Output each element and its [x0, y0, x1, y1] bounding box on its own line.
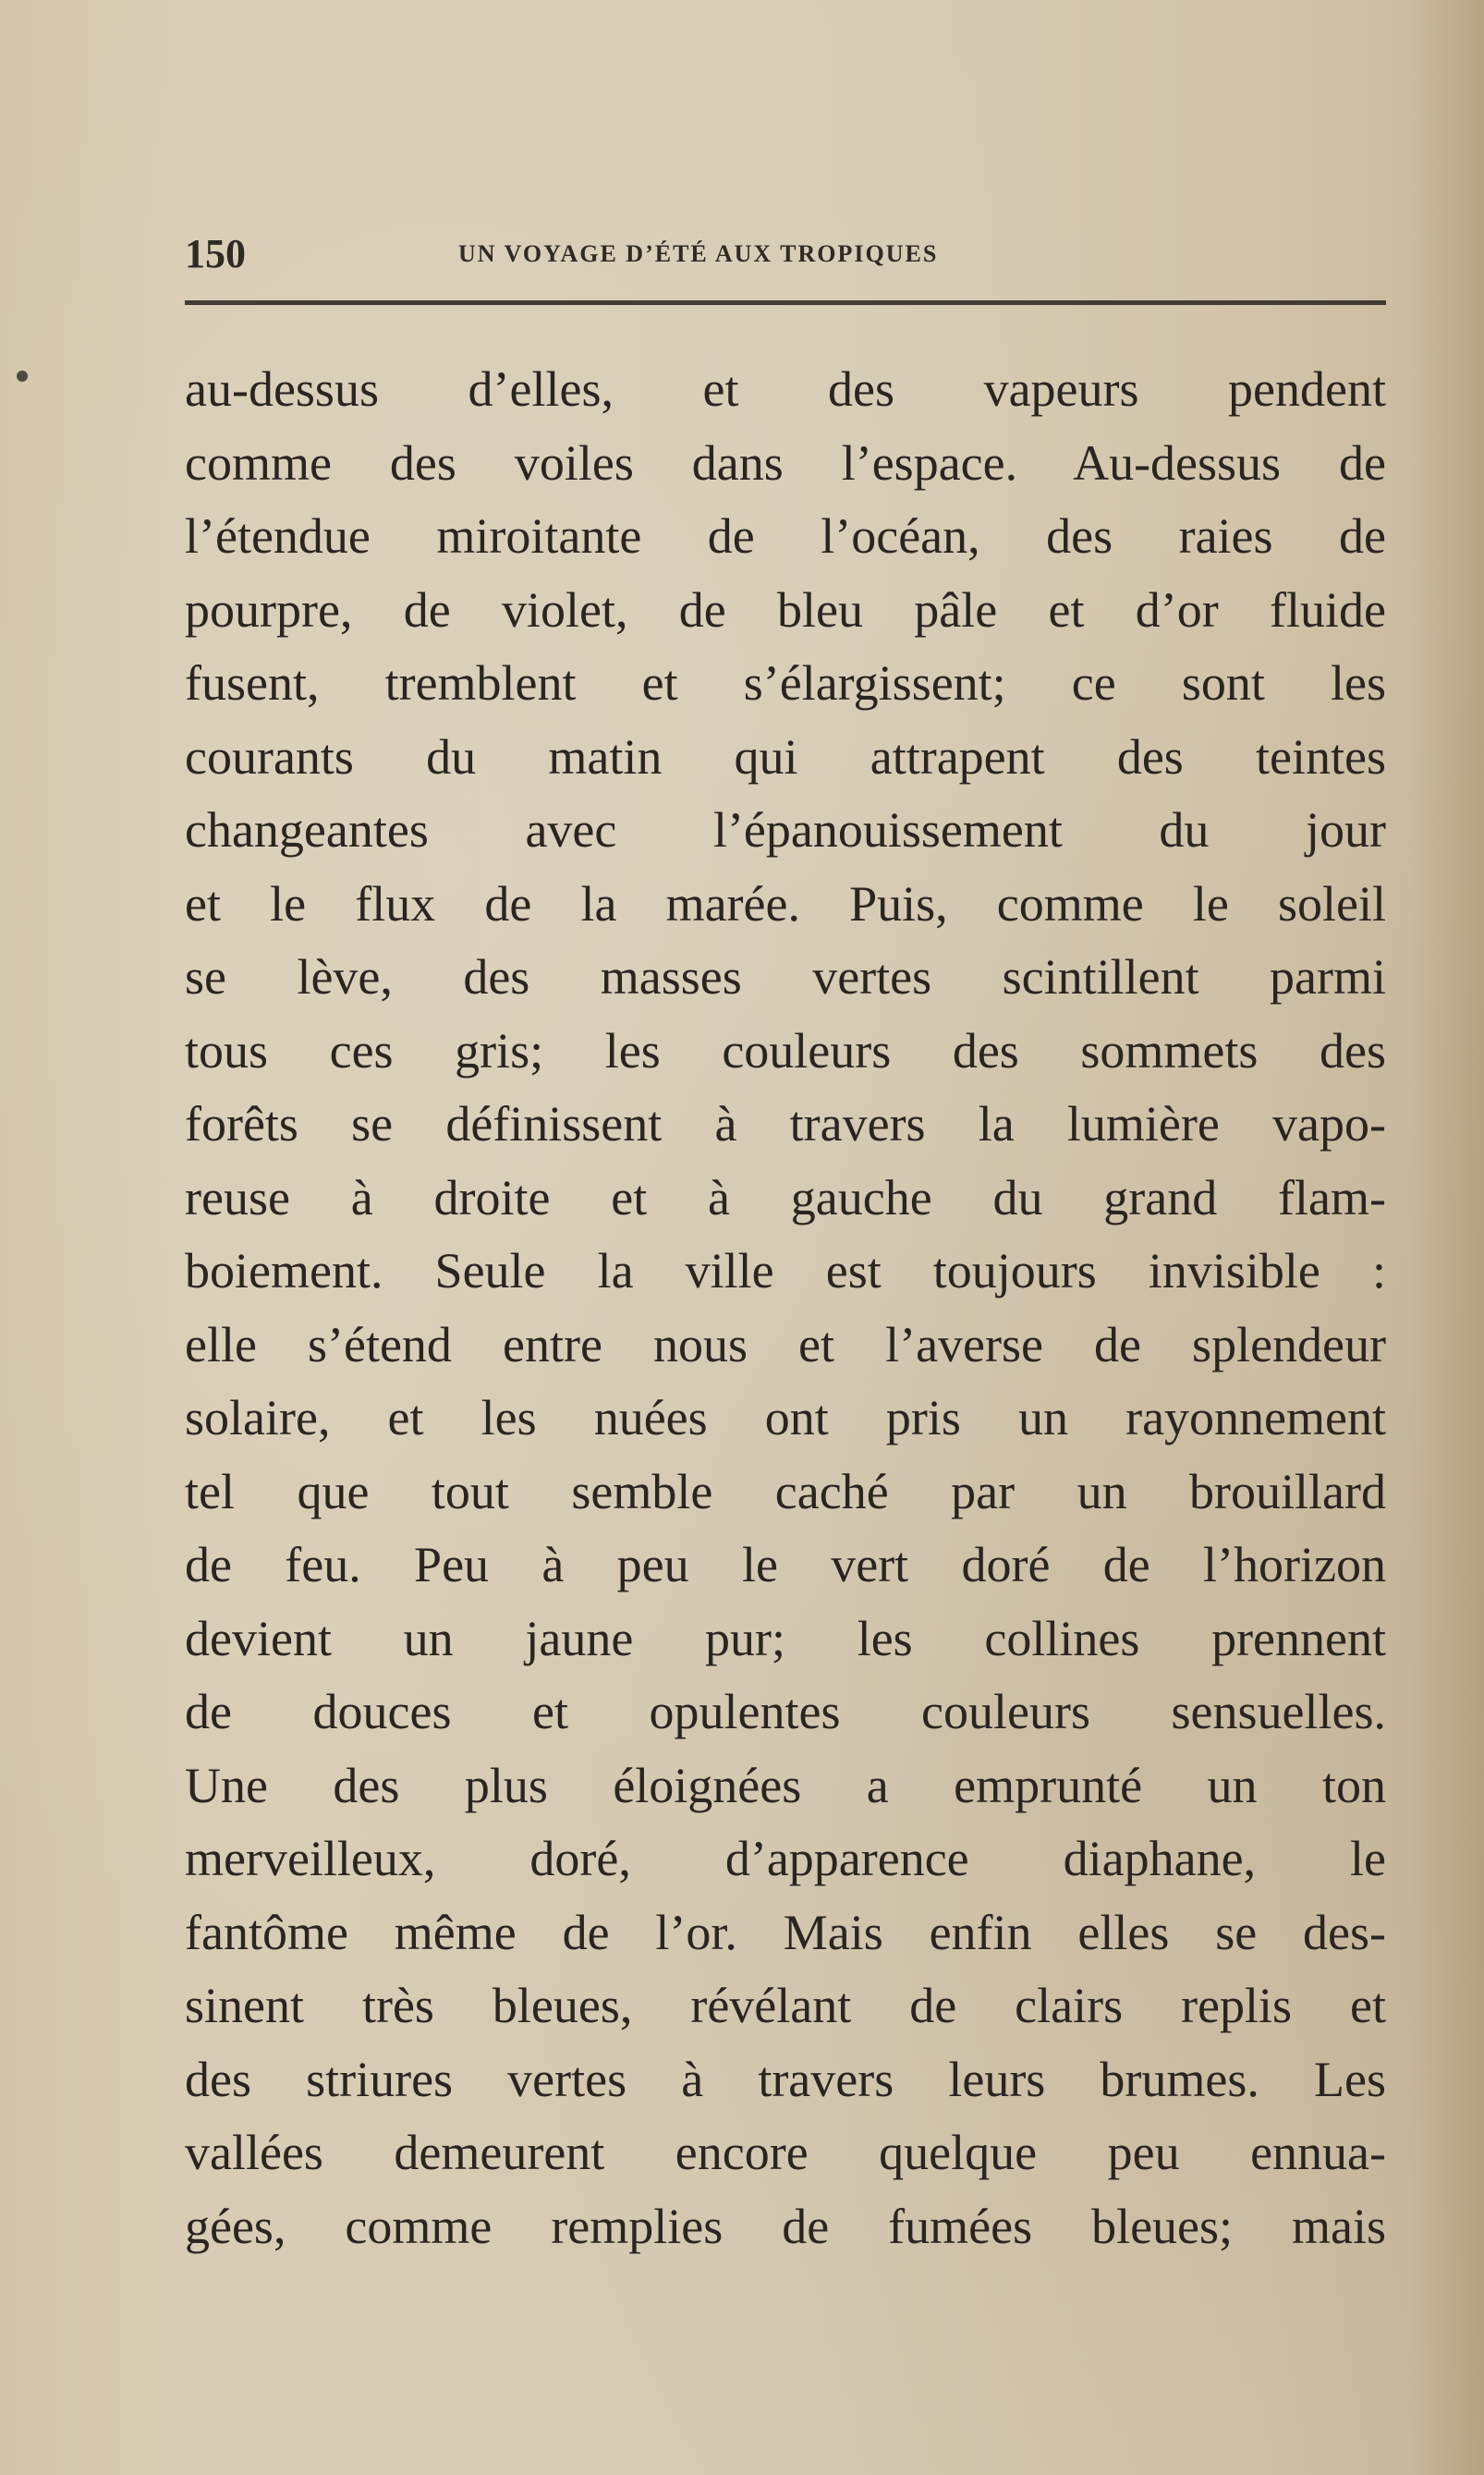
text-line: tous ces gris; les couleurs des sommets des [185, 1022, 1386, 1079]
text-line: pourpre, de violet, de bleu pâle et d’or fluide [185, 581, 1386, 638]
text-line: gées, comme remplies de fumées bleues; mais [185, 2198, 1386, 2254]
ink-speck [17, 371, 28, 382]
text-line: boiement. Seule la ville est toujours invisible : [185, 1243, 1386, 1298]
text-line: tel que tout semble caché par un brouillard [185, 1463, 1386, 1519]
page-edge-shadow [1410, 0, 1484, 2475]
text-line: solaire, et les nuées ont pris un rayonnement [185, 1390, 1386, 1445]
text-line: vallées demeurent encore quelque peu ennua- [185, 2125, 1386, 2180]
text-line: merveilleux, doré, d’apparence diaphane, le [185, 1831, 1386, 1886]
header-rule [185, 300, 1386, 305]
text-line: changeantes avec l’épanouissement du jour [185, 802, 1386, 858]
text-line: se lève, des masses vertes scintillent parmi [185, 949, 1386, 1005]
text-line: et le flux de la marée. Puis, comme le soleil [185, 875, 1386, 932]
page-number: 150 [185, 231, 246, 276]
text-line: fantôme même de l’or. Mais enfin elles se des- [185, 1904, 1386, 1960]
text-line: elle s’étend entre nous et l’averse de splendeur [185, 1316, 1386, 1372]
running-title: UN VOYAGE D’ÉTÉ AUX TROPIQUES [458, 240, 939, 267]
text-line: devient un jaune pur; les collines prennent [185, 1610, 1386, 1666]
text-line: courants du matin qui attrapent des teintes [185, 728, 1386, 785]
body-text [185, 353, 1386, 2263]
text-line: Une des plus éloignées a emprunté un ton [185, 1757, 1386, 1813]
text-line: au-dessus d’elles, et des vapeurs pendent [185, 361, 1386, 417]
text-line: fusent, tremblent et s’élargissent; ce sont les [185, 655, 1386, 711]
text-line: comme des voiles dans l’espace. Au-dessus de [185, 434, 1386, 491]
text-line: forêts se définissent à travers la lumière vapo- [185, 1096, 1386, 1152]
text-line: de feu. Peu à peu le vert doré de l’horizon [185, 1537, 1386, 1592]
text-line: reuse à droite et à gauche du grand flam- [185, 1169, 1386, 1225]
text-line: des striures vertes à travers leurs brumes. Les [185, 2051, 1386, 2107]
text-line: sinent très bleues, révélant de clairs replis et [185, 1978, 1386, 2033]
text-line: l’étendue miroitante de l’océan, des raies de [185, 508, 1386, 564]
page-header [185, 231, 1386, 277]
text-line: de douces et opulentes couleurs sensuelles. [185, 1684, 1386, 1739]
